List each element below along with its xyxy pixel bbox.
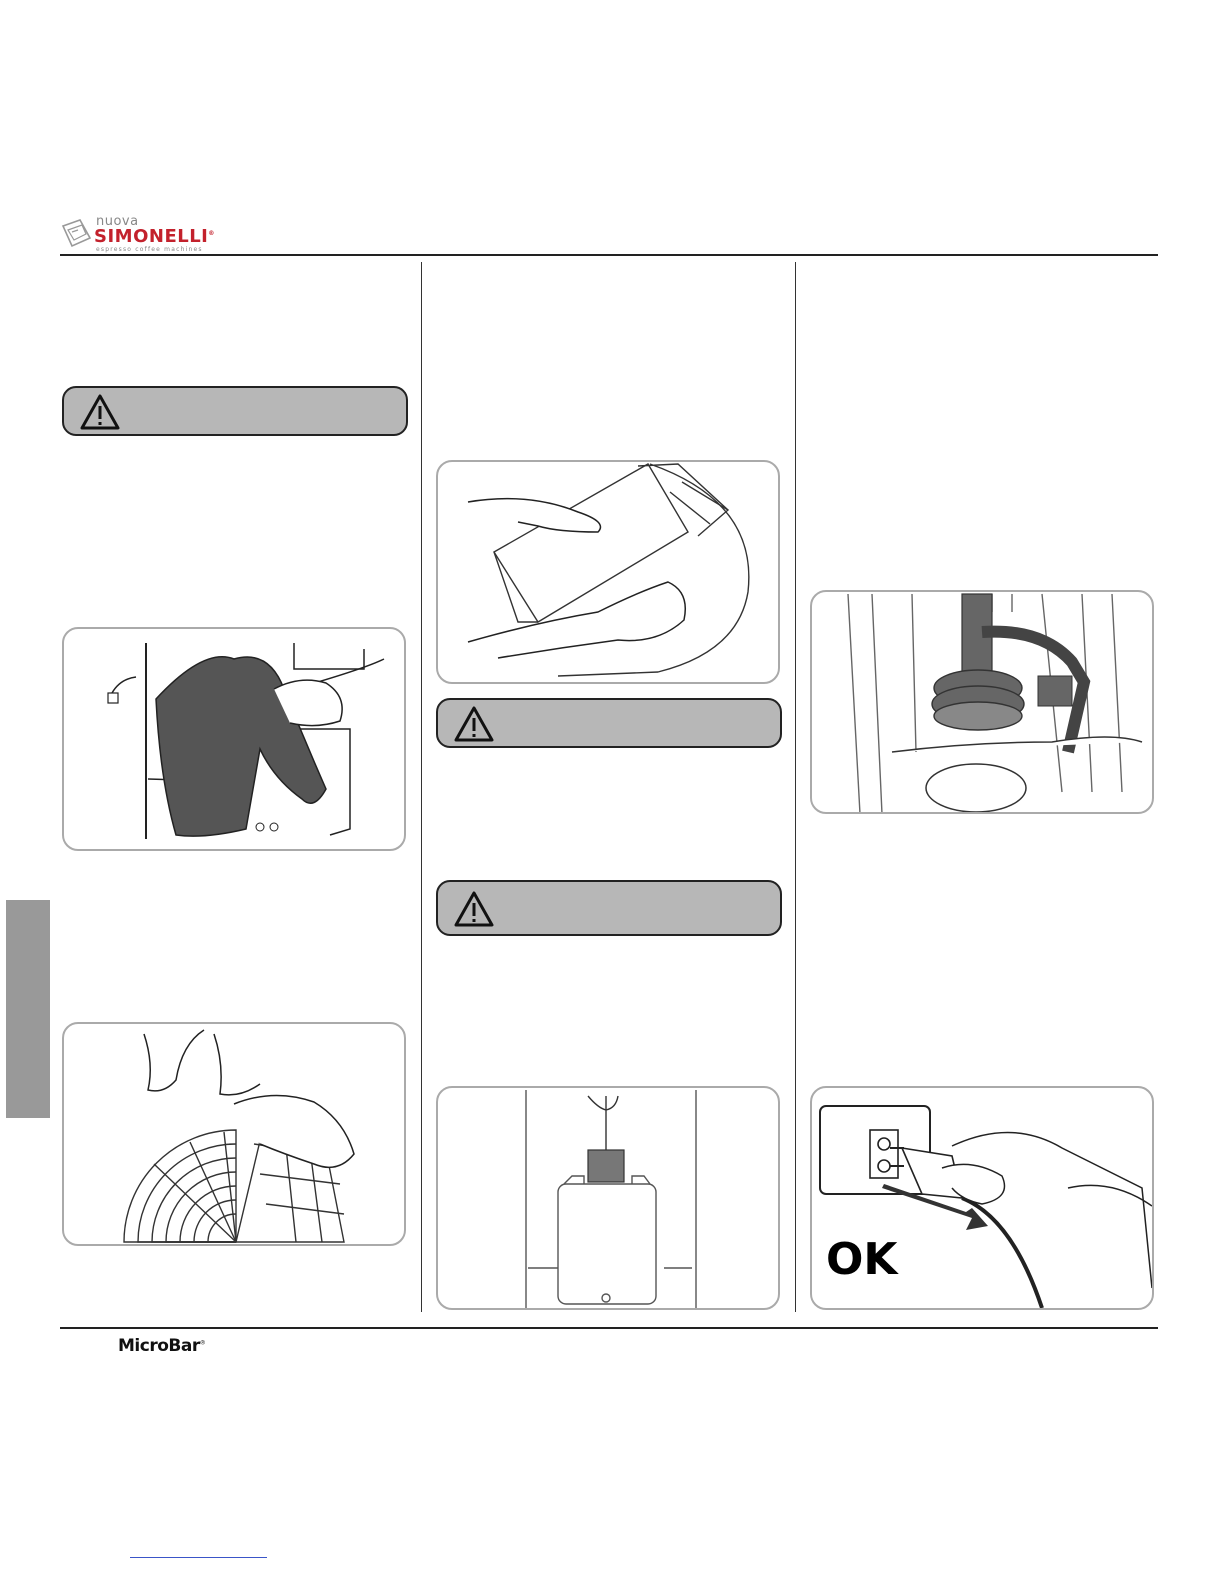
simonelli-logo-icon bbox=[60, 216, 94, 250]
brand-small-text: nuova bbox=[96, 214, 139, 229]
ok-label: OK bbox=[826, 1234, 898, 1285]
header-rule bbox=[60, 254, 1158, 256]
warning-box-3 bbox=[436, 880, 782, 936]
column-divider-1 bbox=[421, 262, 422, 1312]
brand-name: SIMONELLI® bbox=[94, 226, 215, 247]
figure-water-tank bbox=[436, 1086, 780, 1310]
grid-tray-illustration bbox=[64, 1024, 406, 1246]
warning-icon bbox=[80, 394, 120, 430]
figure-drip-tray bbox=[436, 460, 780, 684]
figure-cloth-wipe bbox=[62, 627, 406, 851]
warning-icon bbox=[454, 891, 494, 927]
footer-rule bbox=[60, 1327, 1158, 1329]
water-tank-illustration bbox=[438, 1088, 780, 1310]
drip-tray-illustration bbox=[438, 462, 780, 684]
figure-unplug bbox=[810, 1086, 1154, 1310]
brand-tagline: espresso coffee machines bbox=[96, 246, 203, 253]
footer-link-underline bbox=[130, 1557, 267, 1558]
group-brush-illustration bbox=[812, 592, 1154, 814]
footer-product-name: MicroBar® bbox=[118, 1336, 206, 1356]
section-side-tab bbox=[6, 900, 50, 1118]
figure-grid-tray bbox=[62, 1022, 406, 1246]
simonelli-logo bbox=[60, 212, 240, 254]
column-divider-2 bbox=[795, 262, 796, 1312]
warning-box-1 bbox=[62, 386, 408, 436]
cloth-wipe-illustration bbox=[64, 629, 406, 851]
warning-icon bbox=[454, 706, 494, 742]
warning-box-2 bbox=[436, 698, 782, 748]
figure-group-brush bbox=[810, 590, 1154, 814]
